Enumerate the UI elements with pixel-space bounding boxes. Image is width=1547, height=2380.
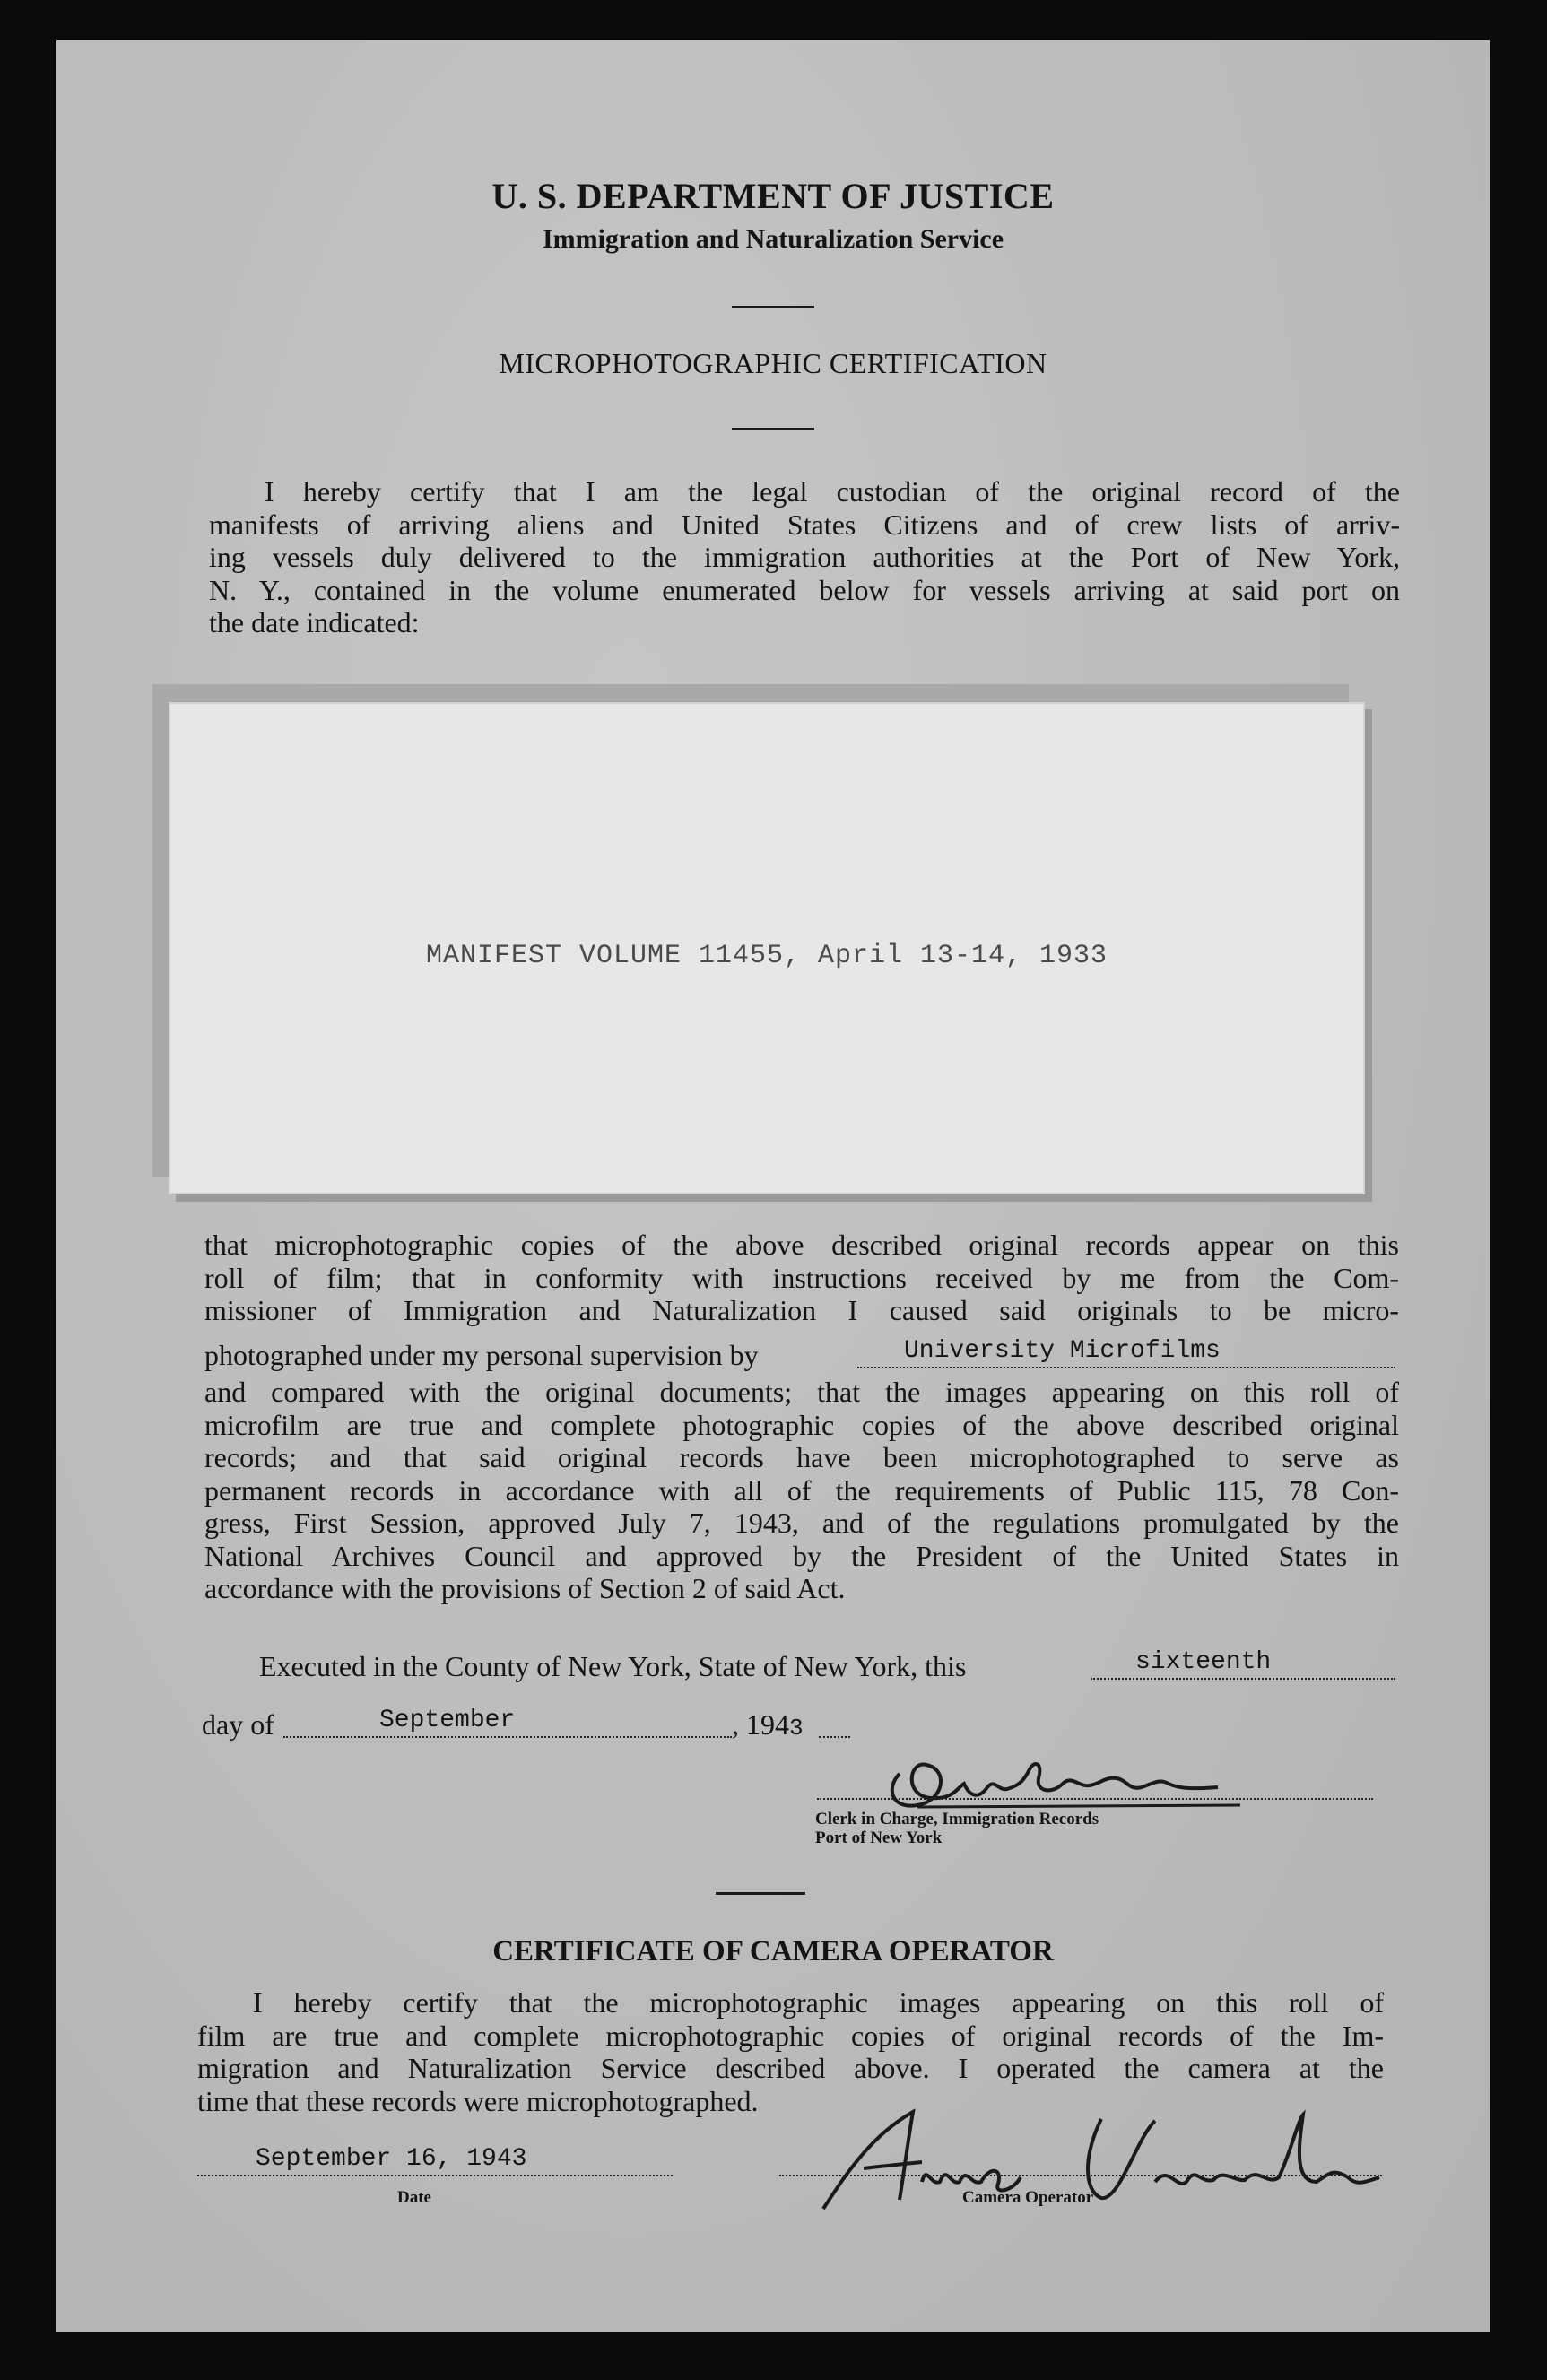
signature-line xyxy=(779,2175,1382,2176)
divider-rule xyxy=(716,1892,805,1895)
typed-day: sixteenth xyxy=(1135,1648,1272,1676)
date-label: Date xyxy=(397,2188,431,2207)
paragraph-line: the date indicated: xyxy=(209,606,420,638)
manifest-volume-text: MANIFEST VOLUME 11455, April 13-14, 1933 xyxy=(425,941,1108,971)
paragraph-line: roll of film; that in conformity with instructions received by me from the Com- xyxy=(204,1261,1399,1294)
intro-paragraph xyxy=(209,475,1400,639)
service-subheading: Immigration and Naturalization Service xyxy=(542,224,1004,254)
clerk-signature xyxy=(864,1724,1249,1823)
paragraph-line: accordance with the provisions of Section 2 of said Act. xyxy=(204,1572,846,1604)
manifest-volume-card xyxy=(169,702,1365,1194)
paragraph-line: ing vessels duly delivered to the immigration authorities at the Port of New York, xyxy=(209,541,1400,573)
certification-title: MICROPHOTOGRAPHIC CERTIFICATION xyxy=(499,347,1047,379)
typed-year-digit: 3 xyxy=(789,1715,804,1742)
body-paragraph-continued xyxy=(204,1376,1399,1605)
paragraph-line: I hereby certify that I am the legal custodian of the original record of the xyxy=(265,475,1400,508)
signature-line xyxy=(817,1798,1373,1800)
camera-operator-label: Camera Operator xyxy=(962,2188,1094,2207)
paragraph-line: that microphotographic copies of the above described original records appear on this xyxy=(204,1229,1399,1261)
paragraph-line: permanent records in accordance with all of the requirements of Public 115, 78 Con- xyxy=(204,1473,1399,1507)
supervision-line xyxy=(204,1339,759,1372)
year-prefix: , 194 xyxy=(732,1708,789,1741)
year-field xyxy=(732,1708,804,1742)
camera-paragraph xyxy=(197,1986,1384,2117)
paragraph-line: gress, First Session, approved July 7, 1943, and of the regulations promulgated by the xyxy=(204,1507,1399,1539)
day-of-label: day of xyxy=(202,1708,274,1741)
supervision-prefix: photographed under my personal supervision by xyxy=(204,1339,759,1371)
paragraph-line: I hereby certify that the microphotographic images appearing on this roll of xyxy=(253,1986,1384,2019)
paragraph-line: film are true and complete microphotographic copies of original records of the Im- xyxy=(197,2019,1384,2052)
clerk-title xyxy=(815,1810,1099,1847)
typed-supervisor-name: University Microfilms xyxy=(904,1337,1221,1365)
paragraph-line: National Archives Council and approved by the President of the United States in xyxy=(204,1539,1399,1572)
typed-date: September 16, 1943 xyxy=(256,2145,527,2173)
camera-operator-title: CERTIFICATE OF CAMERA OPERATOR xyxy=(492,1935,1054,1967)
paragraph-line: missioner of Immigration and Naturalization I caused said originals to be micro- xyxy=(204,1294,1399,1326)
executed-prefix: Executed in the County of New York, State of New York, this xyxy=(259,1650,967,1682)
divider-rule xyxy=(732,306,814,308)
body-paragraph xyxy=(204,1229,1399,1327)
dotted-fill-line xyxy=(1091,1678,1395,1680)
paragraph-line: N. Y., contained in the volume enumerated below for vessels arriving at said port on xyxy=(209,573,1400,606)
executed-line xyxy=(259,1650,966,1683)
clerk-title-line: Clerk in Charge, Immigration Records xyxy=(815,1810,1099,1828)
department-heading: U. S. DEPARTMENT OF JUSTICE xyxy=(491,176,1055,216)
certificate-sheet xyxy=(56,40,1490,2332)
dotted-fill-line xyxy=(819,1736,850,1738)
paragraph-line: and compared with the original documents; that the images appearing on this roll of xyxy=(204,1376,1399,1408)
divider-rule xyxy=(732,428,814,430)
paragraph-line: microfilm are true and complete photographic copies of the above described original xyxy=(204,1408,1399,1441)
camera-operator-signature xyxy=(814,2101,1388,2218)
paragraph-line: migration and Naturalization Service described above. I operated the camera at the xyxy=(197,2052,1384,2084)
paragraph-line: manifests of arriving aliens and United States Citizens and of crew lists of arriv- xyxy=(209,508,1400,541)
date-line xyxy=(197,2175,673,2176)
typed-month: September xyxy=(379,1707,516,1734)
dotted-fill-line xyxy=(857,1367,1395,1368)
paragraph-line: time that these records were microphotographed. xyxy=(197,2084,759,2117)
clerk-title-line: Port of New York xyxy=(815,1828,943,1847)
paragraph-line: records; and that said original records have been microphotographed to serve as xyxy=(204,1441,1399,1473)
dotted-fill-line xyxy=(283,1736,732,1738)
